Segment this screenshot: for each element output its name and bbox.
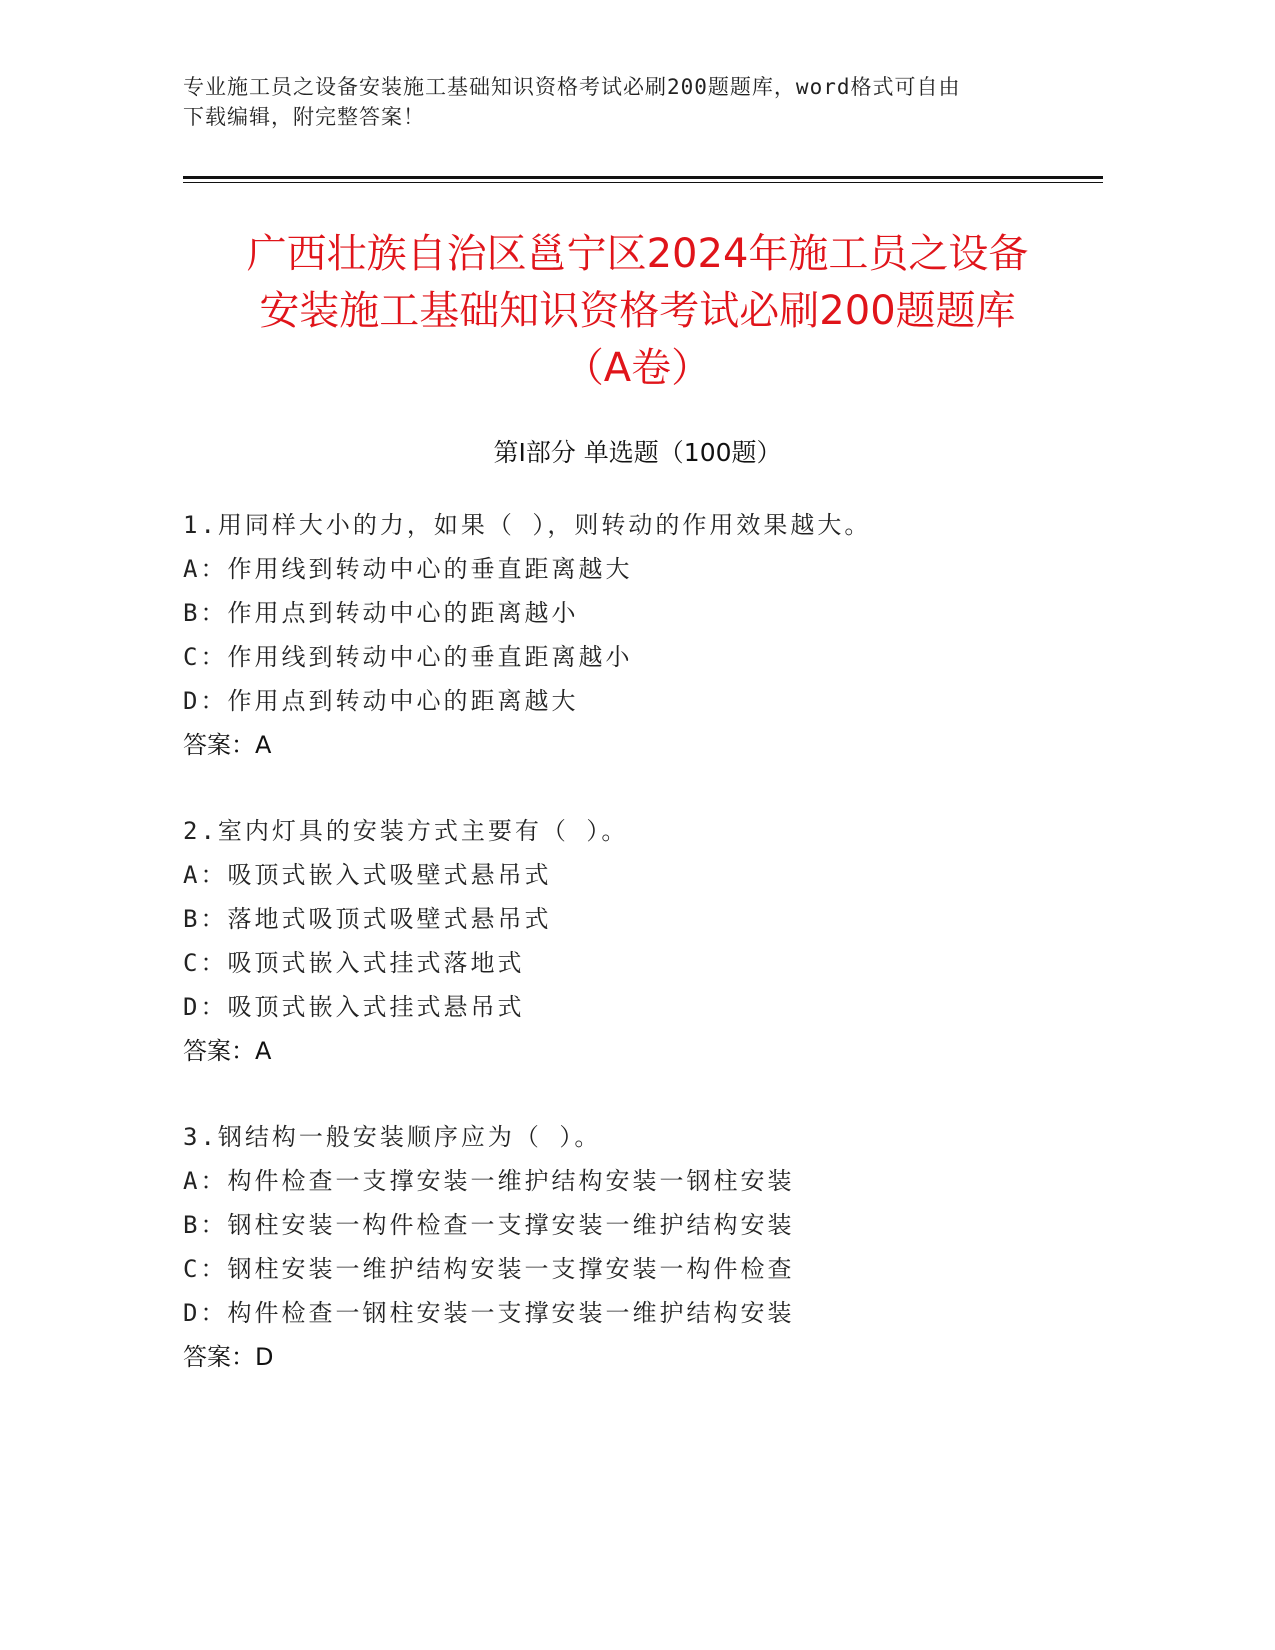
option-c: C：钢柱安装一维护结构安装一支撑安装一构件检查 [183,1255,795,1283]
document-title [150,226,1125,397]
answer: 答案：A [183,731,272,759]
question-stem: 3.钢结构一般安装顺序应为（ ）。 [183,1123,602,1151]
option-a: A：构件检查一支撑安装一维护结构安装一钢柱安装 [183,1167,795,1195]
option-c: C：作用线到转动中心的垂直距离越小 [183,643,633,671]
header-note-line-2: 下载编辑，附完整答案！ [183,105,425,129]
option-b: B：落地式吸顶式吸壁式悬吊式 [183,905,552,933]
document-title-line-3: （A卷） [563,345,712,391]
header-divider-thick [183,176,1103,179]
question-2 [183,809,1123,1073]
option-a: A：作用线到转动中心的垂直距离越大 [183,555,633,583]
question-3 [183,1115,1123,1379]
question-stem: 2.室内灯具的安装方式主要有（ ）。 [183,817,629,845]
question-stem: 1.用同样大小的力，如果（ ），则转动的作用效果越大。 [183,511,872,539]
option-b: B：钢柱安装一构件检查一支撑安装一维护结构安装 [183,1211,795,1239]
document-title-line-1: 广西壮族自治区邕宁区2024年施工员之设备 [246,231,1029,277]
option-c: C：吸顶式嵌入式挂式落地式 [183,949,525,977]
question-1 [183,503,1123,767]
header-divider-thin [183,182,1103,183]
section-heading: 第I部分 单选题（100题） [493,438,782,467]
header-note [183,72,1063,132]
option-d: D：作用点到转动中心的距离越大 [183,687,579,715]
document-title-line-2: 安装施工基础知识资格考试必刷200题题库 [259,288,1016,334]
header-note-line-1: 专业施工员之设备安装施工基础知识资格考试必刷200题题库，word格式可自由 [183,75,961,99]
option-d: D：吸顶式嵌入式挂式悬吊式 [183,993,525,1021]
option-a: A：吸顶式嵌入式吸壁式悬吊式 [183,861,552,889]
answer: 答案：D [183,1343,274,1371]
answer: 答案：A [183,1037,272,1065]
option-d: D：构件检查一钢柱安装一支撑安装一维护结构安装 [183,1299,795,1327]
option-b: B：作用点到转动中心的距离越小 [183,599,579,627]
